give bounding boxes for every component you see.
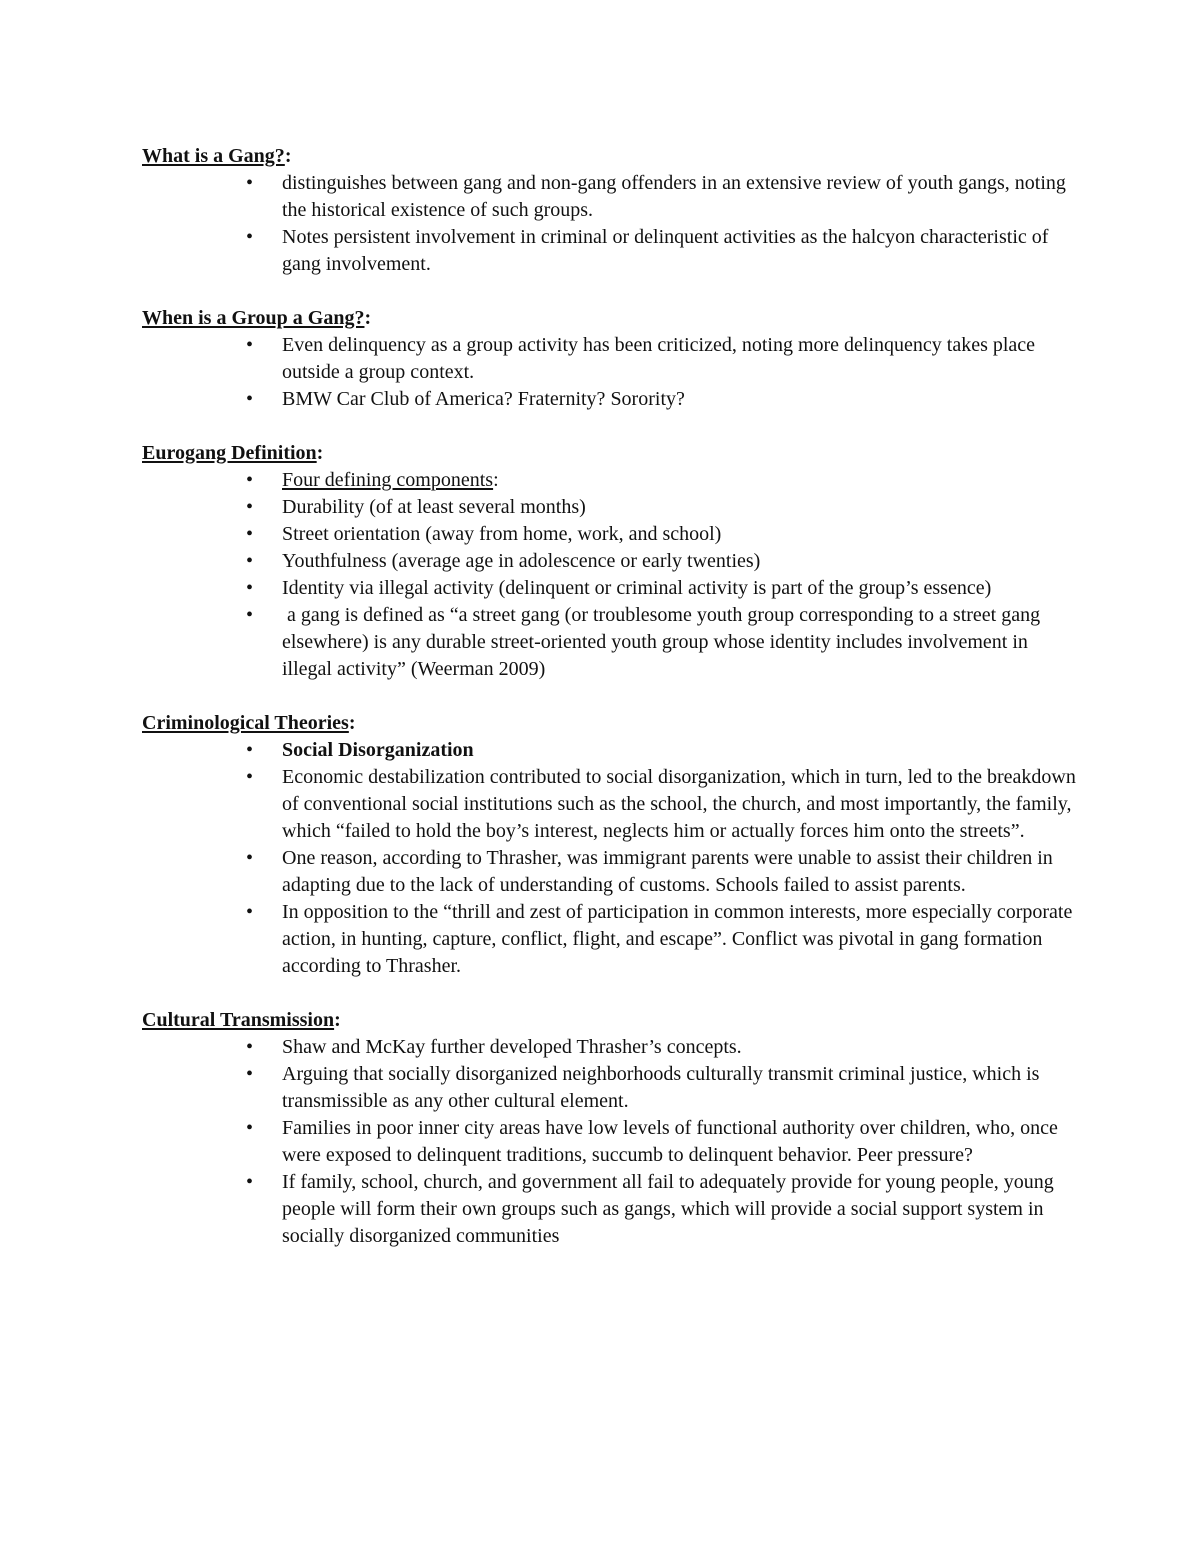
section-heading [142,143,1082,170]
section-heading [142,440,1082,467]
bullet-icon: • [246,847,254,869]
list-item [246,170,1082,224]
bullet-icon: • [246,1036,254,1058]
bullet-icon: • [246,1171,254,1193]
document-page [142,143,1082,1277]
list-item-lead: Social Disorganization [282,739,474,761]
bullet-icon: • [246,1117,254,1139]
bullet-list [142,332,1082,413]
list-item [246,1061,1082,1115]
bullet-icon: • [246,1063,254,1085]
list-item [246,845,1082,899]
bullet-icon: • [246,334,254,356]
heading-text: Criminological Theories [142,712,349,734]
list-item-text: One reason, according to Thrasher, was immigrant parents were unable to assist their children in adapting due to the lack of understanding of customs. Schools failed to assist parents. [282,847,1053,896]
heading-text: When is a Group a Gang? [142,307,365,329]
bullet-list [142,1034,1082,1250]
list-item [246,332,1082,386]
list-item [246,899,1082,980]
list-item-text: Arguing that socially disorganized neighborhoods culturally transmit criminal justice, which is transmissible as any other cultural element. [282,1063,1040,1112]
list-item-lead: Four defining components [282,469,494,491]
bullet-icon: • [246,469,254,491]
bullet-icon: • [246,739,254,761]
heading-colon: : [334,1009,341,1031]
list-item-text: Street orientation (away from home, work, and school) [282,523,722,545]
list-item-text: Youthfulness (average age in adolescence or early twenties) [282,550,761,572]
bullet-icon: • [246,388,254,410]
heading-colon: : [364,307,372,329]
section-eurogang-definition [142,440,1082,683]
list-item [246,764,1082,845]
list-item-text: Economic destabilization contributed to social disorganization, which in turn, led to the breakdown of conventional social institutions such as the school, the church, and most importantly, the family, which “failed to hold the boy’s interest, neglects him or actually forces him onto the streets”. [282,766,1076,842]
bullet-icon: • [246,766,254,788]
lead-colon: : [493,469,499,491]
bullet-list [142,737,1082,980]
list-item-text: Durability (of at least several months) [282,496,586,518]
heading-text: Eurogang Definition [142,442,317,464]
list-item [246,1169,1082,1250]
section-when-is-a-group-a-gang [142,305,1082,413]
bullet-list [142,170,1082,278]
list-item [246,1115,1082,1169]
list-item-text: BMW Car Club of America? Fraternity? Sorority? [282,388,685,410]
bullet-icon: • [246,550,254,572]
list-item-text: distinguishes between gang and non-gang offenders in an extensive review of youth gangs, noting the historical existence of such groups. [282,172,1066,221]
section-heading [142,1007,1082,1034]
heading-colon: : [284,145,292,167]
bullet-icon: • [246,901,254,923]
bullet-icon: • [246,577,254,599]
heading-colon: : [316,442,324,464]
list-item [246,521,1082,548]
list-item-text: In opposition to the “thrill and zest of participation in common interests, more especially corporate action, in hunting, capture, conflict, flight, and escape”. Conflict was pivotal in gang formation according to Thrasher. [282,901,1073,977]
bullet-list [142,467,1082,683]
list-item [246,737,1082,764]
list-item-text: Even delinquency as a group activity has been criticized, noting more delinquency takes place outside a group context. [282,334,1036,383]
list-item [246,224,1082,278]
section-cultural-transmission [142,1007,1082,1250]
heading-text: Cultural Transmission [142,1009,335,1031]
list-item-text: Shaw and McKay further developed Thrasher’s concepts. [282,1036,742,1058]
list-item-text: Identity via illegal activity (delinquent or criminal activity is part of the group’s essence) [282,577,992,599]
section-criminological-theories [142,710,1082,980]
list-item-text: a gang is defined as “a street gang (or troublesome youth group corresponding to a street gang elsewhere) is any durable street-oriented youth group whose identity includes involvement in illegal activity” (Weerman 2009) [282,604,1046,680]
list-item-text: Families in poor inner city areas have low levels of functional authority over children, who, once were exposed to delinquent traditions, succumb to delinquent behavior. Peer pressure? [282,1117,1058,1166]
list-item [246,548,1082,575]
section-what-is-a-gang [142,143,1082,278]
list-item [246,386,1082,413]
list-item [246,602,1082,683]
heading-colon: : [348,712,356,734]
list-item [246,575,1082,602]
bullet-icon: • [246,172,254,194]
heading-text: What is a Gang? [142,145,285,167]
list-item-text: Notes persistent involvement in criminal or delinquent activities as the halcyon characteristic of gang involvement. [282,226,1049,275]
list-item-text: If family, school, church, and government all fail to adequately provide for young people, young people will form their own groups such as gangs, which will provide a social support system in socially disorganized communities [282,1171,1054,1247]
list-item [246,1034,1082,1061]
bullet-icon: • [246,604,254,626]
section-heading [142,305,1082,332]
bullet-icon: • [246,523,254,545]
bullet-icon: • [246,496,254,518]
list-item [246,494,1082,521]
section-heading [142,710,1082,737]
list-item [246,467,1082,494]
bullet-icon: • [246,226,254,248]
